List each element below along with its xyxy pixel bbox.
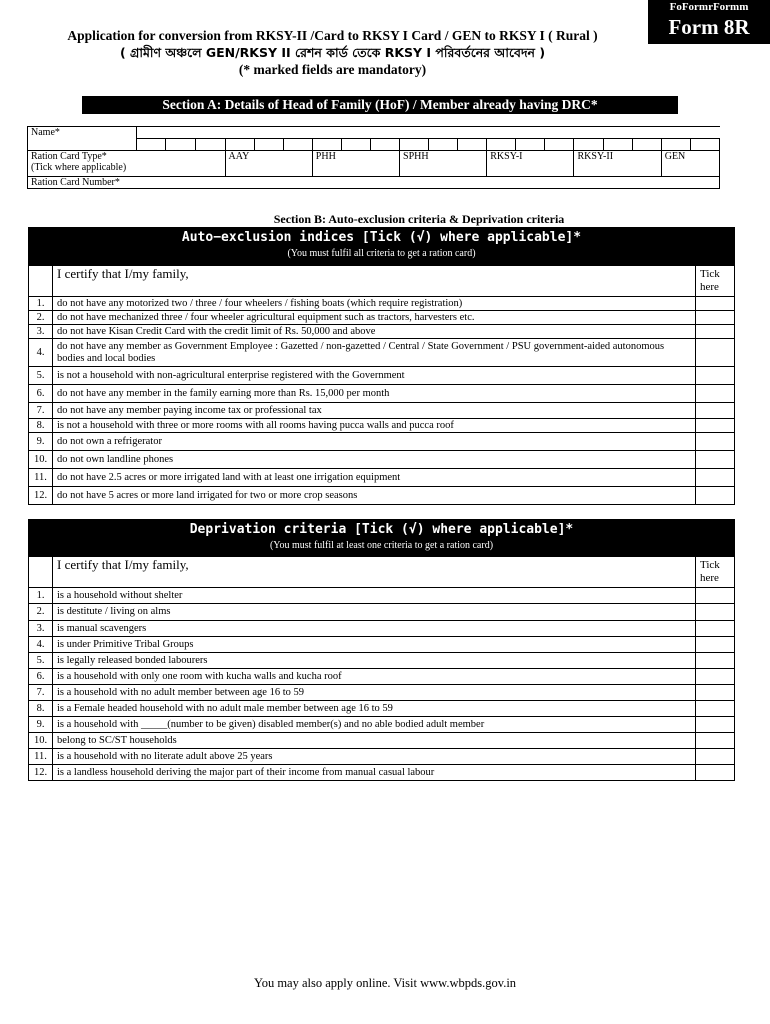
- auto-exclusion-text: do not have any member paying income tax or professional tax: [53, 403, 696, 419]
- auto-exclusion-number: 9.: [29, 433, 53, 451]
- deprivation-row: [29, 685, 735, 701]
- auto-exclusion-table: [28, 265, 735, 505]
- auto-exclusion-text: do not have 2.5 acres or more irrigated land with at least one irrigation equipment: [53, 469, 696, 487]
- deprivation-row: [29, 749, 735, 765]
- certify-num-cell: [29, 266, 53, 297]
- auto-exclusion-header: [28, 227, 735, 265]
- deprivation-row: [29, 621, 735, 637]
- auto-exclusion-text: do not have any member in the family earning more than Rs. 15,000 per month: [53, 385, 696, 403]
- deprivation-number: 8.: [29, 701, 53, 717]
- name-char-box[interactable]: [136, 139, 166, 151]
- auto-exclusion-row: [29, 487, 735, 505]
- name-char-box[interactable]: [195, 139, 225, 151]
- name-char-box[interactable]: [429, 139, 458, 151]
- auto-exclusion-subheading: (You must fulfil all criteria to get a ration card): [287, 248, 476, 259]
- deprivation-heading: Deprivation criteria [Tick (√) where applicable]*: [189, 522, 574, 537]
- card-type-gen[interactable]: GEN: [661, 151, 719, 177]
- auto-exclusion-row: [29, 403, 735, 419]
- auto-exclusion-tick-box[interactable]: [696, 419, 735, 433]
- name-char-box[interactable]: [341, 139, 370, 151]
- form-badge-header: FoFormrFormm: [669, 1, 749, 13]
- deprivation-number: 6.: [29, 669, 53, 685]
- auto-exclusion-text: do not have 5 acres or more land irrigated for two or more crop seasons: [53, 487, 696, 505]
- deprivation-text: is under Primitive Tribal Groups: [53, 637, 696, 653]
- deprivation-number: 1.: [29, 588, 53, 604]
- name-char-box[interactable]: [136, 127, 719, 139]
- name-char-box[interactable]: [632, 139, 661, 151]
- auto-exclusion-text: do not have any member as Government Employee : Gazetted / non-gazetted / Central / State Government / PSU government-aided autonomous bodies and local bodies: [53, 339, 696, 367]
- deprivation-row: [29, 733, 735, 749]
- auto-certify-text: I certify that I/my family,: [53, 266, 696, 297]
- certify-num-cell: [29, 557, 53, 588]
- deprivation-number: 12.: [29, 765, 53, 781]
- auto-exclusion-tick-box[interactable]: [696, 339, 735, 367]
- deprivation-number: 7.: [29, 685, 53, 701]
- deprivation-row: [29, 717, 735, 733]
- auto-exclusion-tick-box[interactable]: [696, 325, 735, 339]
- name-char-box[interactable]: [458, 139, 487, 151]
- name-char-box[interactable]: [283, 139, 312, 151]
- name-char-box[interactable]: [254, 139, 283, 151]
- name-char-box[interactable]: [166, 139, 196, 151]
- auto-exclusion-number: 7.: [29, 403, 53, 419]
- deprivation-certify-text: I certify that I/my family,: [53, 557, 696, 588]
- deprivation-text: belong to SC/ST households: [53, 733, 696, 749]
- auto-exclusion-tick-box[interactable]: [696, 451, 735, 469]
- card-type-aay[interactable]: AAY: [225, 151, 312, 177]
- auto-exclusion-tick-box[interactable]: [696, 367, 735, 385]
- auto-exclusion-number: 5.: [29, 367, 53, 385]
- auto-exclusion-tick-box[interactable]: [696, 297, 735, 311]
- name-char-box[interactable]: [574, 139, 603, 151]
- section-b-title: Section B: Auto-exclusion criteria & Deprivation criteria: [273, 212, 565, 226]
- deprivation-text: is a household without shelter: [53, 588, 696, 604]
- name-char-box[interactable]: [545, 139, 574, 151]
- deprivation-text: is a household with _____(number to be given) disabled member(s) and no able bodied adult member: [53, 717, 696, 733]
- deprivation-subheading: (You must fulfil at least one criteria to get a ration card): [269, 540, 494, 551]
- hof-details-table: [27, 126, 720, 189]
- auto-exclusion-tick-box[interactable]: [696, 403, 735, 419]
- auto-exclusion-number: 2.: [29, 311, 53, 325]
- deprivation-tick-box[interactable]: [696, 749, 735, 765]
- deprivation-text: is a Female headed household with no adult male member between age 16 to 59: [53, 701, 696, 717]
- auto-exclusion-row: [29, 325, 735, 339]
- auto-exclusion-text: do not own a refrigerator: [53, 433, 696, 451]
- deprivation-number: 5.: [29, 653, 53, 669]
- card-type-phh[interactable]: PHH: [312, 151, 399, 177]
- section-a-title: Section A: Details of Head of Family (HoF) / Member already having DRC*: [82, 96, 678, 114]
- name-label: Name*: [28, 127, 137, 151]
- card-number-label: Ration Card Number*: [31, 177, 120, 188]
- name-char-box[interactable]: [690, 139, 719, 151]
- deprivation-number: 3.: [29, 621, 53, 637]
- deprivation-row: [29, 701, 735, 717]
- name-char-box[interactable]: [400, 139, 429, 151]
- auto-exclusion-number: 8.: [29, 419, 53, 433]
- auto-exclusion-row: [29, 297, 735, 311]
- deprivation-tick-box[interactable]: [696, 685, 735, 701]
- name-char-box[interactable]: [603, 139, 632, 151]
- name-char-box[interactable]: [225, 139, 254, 151]
- deprivation-text: is a household with no literate adult above 25 years: [53, 749, 696, 765]
- auto-exclusion-number: 4.: [29, 339, 53, 367]
- deprivation-tick-box[interactable]: [696, 717, 735, 733]
- auto-exclusion-tick-box[interactable]: [696, 311, 735, 325]
- card-type-rksy-ii[interactable]: RKSY-II: [574, 151, 661, 177]
- card-number-field[interactable]: [28, 177, 720, 189]
- auto-exclusion-number: 3.: [29, 325, 53, 339]
- deprivation-number: 2.: [29, 604, 53, 621]
- auto-exclusion-row: [29, 385, 735, 403]
- deprivation-number: 4.: [29, 637, 53, 653]
- auto-exclusion-number: 6.: [29, 385, 53, 403]
- auto-exclusion-tick-box[interactable]: [696, 385, 735, 403]
- form-number: Form 8R: [668, 15, 750, 39]
- name-char-box[interactable]: [312, 139, 341, 151]
- deprivation-tick-box[interactable]: [696, 701, 735, 717]
- deprivation-row: [29, 669, 735, 685]
- auto-exclusion-text: do not have any motorized two / three / four wheelers / fishing boats (which require registration): [53, 297, 696, 311]
- auto-exclusion-tick-box[interactable]: [696, 487, 735, 505]
- ration-type-label-cell: [28, 151, 226, 177]
- mandatory-note: (* marked fields are mandatory): [238, 62, 427, 77]
- deprivation-table: [28, 556, 735, 781]
- deprivation-text: is manual scavengers: [53, 621, 696, 637]
- name-char-box[interactable]: [487, 139, 516, 151]
- name-char-box[interactable]: [516, 139, 545, 151]
- auto-exclusion-text: do not own landline phones: [53, 451, 696, 469]
- auto-exclusion-number: 12.: [29, 487, 53, 505]
- auto-exclusion-text: do not have Kisan Credit Card with the credit limit of Rs. 50,000 and above: [53, 325, 696, 339]
- auto-exclusion-text: is not a household with non-agricultural enterprise registered with the Government: [53, 367, 696, 385]
- deprivation-tick-box[interactable]: [696, 653, 735, 669]
- auto-exclusion-row: [29, 451, 735, 469]
- deprivation-row: [29, 653, 735, 669]
- deprivation-row: [29, 637, 735, 653]
- deprivation-tick-box[interactable]: [696, 669, 735, 685]
- auto-exclusion-row: [29, 419, 735, 433]
- deprivation-text: is legally released bonded labourers: [53, 653, 696, 669]
- auto-exclusion-row: [29, 339, 735, 367]
- deprivation-tick-box[interactable]: [696, 765, 735, 781]
- form-badge: [648, 0, 770, 44]
- deprivation-tick-box[interactable]: [696, 637, 735, 653]
- auto-exclusion-row: [29, 367, 735, 385]
- ration-type-label: Ration Card Type*: [31, 151, 107, 162]
- auto-exclusion-text: is not a household with three or more rooms with all rooms having pucca walls and pucca roof: [53, 419, 696, 433]
- auto-exclusion-number: 11.: [29, 469, 53, 487]
- card-type-rksy-i[interactable]: RKSY-I: [487, 151, 574, 177]
- auto-exclusion-row: [29, 469, 735, 487]
- deprivation-header: [28, 519, 735, 556]
- deprivation-text: is a landless household deriving the major part of their income from manual casual labour: [53, 765, 696, 781]
- auto-exclusion-row: [29, 311, 735, 325]
- deprivation-row: [29, 588, 735, 604]
- auto-exclusion-heading: Auto−exclusion indices [Tick (√) where applicable]*: [181, 230, 582, 245]
- deprivation-tick-box[interactable]: [696, 733, 735, 749]
- deprivation-number: 10.: [29, 733, 53, 749]
- deprivation-text: is destitute / living on alms: [53, 604, 696, 621]
- auto-exclusion-row: [29, 433, 735, 451]
- auto-tick-header: Tick here: [696, 266, 735, 297]
- auto-exclusion-tick-box[interactable]: [696, 469, 735, 487]
- deprivation-tick-header: Tick here: [696, 557, 735, 588]
- deprivation-text: is a household with no adult member between age 16 to 59: [53, 685, 696, 701]
- deprivation-tick-box[interactable]: [696, 621, 735, 637]
- deprivation-row: [29, 765, 735, 781]
- name-char-box[interactable]: [370, 139, 399, 151]
- deprivation-text: is a household with only one room with kucha walls and kucha roof: [53, 669, 696, 685]
- deprivation-number: 9.: [29, 717, 53, 733]
- form-title: [20, 27, 645, 78]
- card-type-sphh[interactable]: SPHH: [400, 151, 487, 177]
- auto-exclusion-number: 10.: [29, 451, 53, 469]
- deprivation-row: [29, 604, 735, 621]
- footer-note: You may also apply online. Visit www.wbpds.gov.in: [253, 976, 517, 990]
- name-char-box[interactable]: [661, 139, 690, 151]
- auto-exclusion-text: do not have mechanized three / four wheeler agricultural equipment such as tractors, harvesters etc.: [53, 311, 696, 325]
- auto-exclusion-tick-box[interactable]: [696, 433, 735, 451]
- deprivation-tick-box[interactable]: [696, 588, 735, 604]
- auto-exclusion-number: 1.: [29, 297, 53, 311]
- title-bengali: ( গ্রামীণ অঞ্চলে GEN/RKSY II রেশন কার্ড তেকে RKSY I পরিবর্তনের আবেদন ): [119, 45, 546, 60]
- title-english: Application for conversion from RKSY-II /Card to RKSY I Card / GEN to RKSY I ( Rural ): [67, 28, 598, 43]
- ration-type-note: (Tick where applicable): [31, 162, 127, 173]
- deprivation-number: 11.: [29, 749, 53, 765]
- deprivation-tick-box[interactable]: [696, 604, 735, 621]
